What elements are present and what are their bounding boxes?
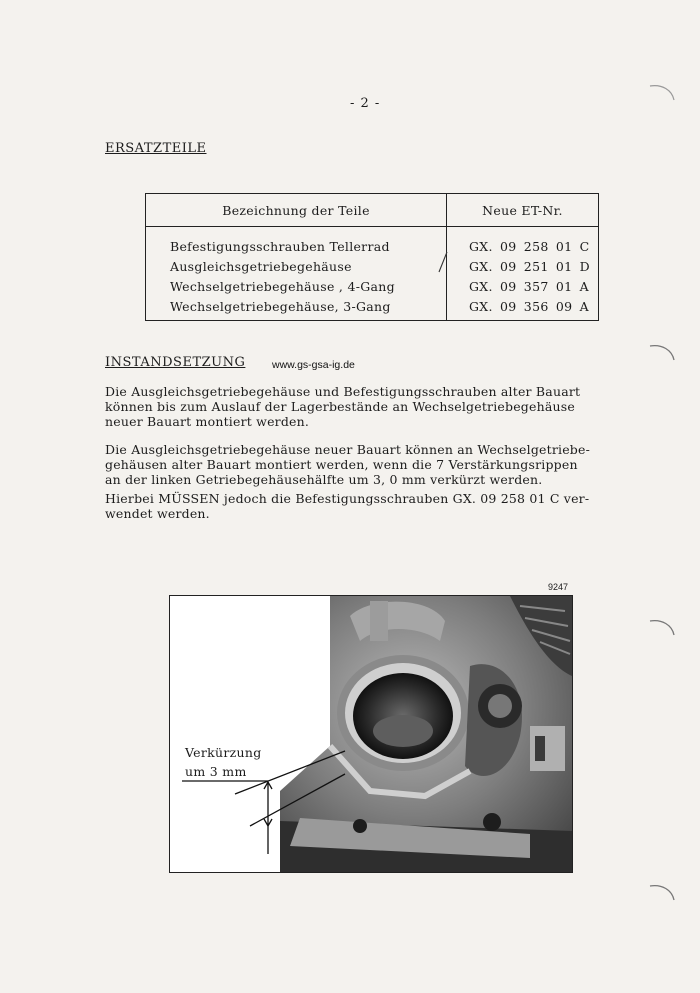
paragraph-line: neuer Bauart montiert werden. [105, 414, 310, 429]
paragraph-3 [105, 491, 635, 521]
ersatzteile-heading: ERSATZTEILE [105, 141, 207, 156]
punch-mark-icon [648, 82, 678, 104]
part-name: Befestigungsschrauben Tellerrad [146, 227, 447, 257]
paragraph-1 [105, 384, 635, 429]
paragraph-line: Die Ausgleichsgetriebegehäuse und Befestigungsschrauben alter Bauart [105, 384, 581, 399]
website-url: www.gs-gsa-ig.de [272, 359, 355, 371]
paragraph-2 [105, 442, 635, 487]
part-number: GX. 09 357 01 A [447, 276, 599, 296]
paragraph-line: wendet werden. [105, 506, 210, 521]
column-header-nr: Neue ET-Nr. [447, 194, 599, 227]
label-underline [180, 779, 270, 783]
part-number: GX. 09 251 01 D [447, 256, 599, 276]
parts-table [145, 193, 599, 321]
paragraph-line: gehäusen alter Bauart montiert werden, wenn die 7 Verstärkungsrippen [105, 457, 578, 472]
punch-mark-icon [648, 882, 678, 904]
page-number: - 2 - [350, 96, 381, 111]
part-number: GX. 09 258 01 C [447, 227, 599, 257]
table-row [146, 296, 599, 321]
figure-number: 9247 [548, 582, 569, 592]
column-header-name: Bezeichnung der Teile [146, 194, 447, 227]
paragraph-line: Hierbei MÜSSEN jedoch die Befestigungsschrauben GX. 09 258 01 C ver- [105, 491, 590, 506]
part-name: Wechselgetriebegehäuse , 4-Gang [146, 276, 447, 296]
part-number: GX. 09 356 09 A [447, 296, 599, 321]
table-header-row [146, 194, 599, 227]
figure-label-line2: um 3 mm [185, 764, 247, 779]
paragraph-line: an der linken Getriebegehäusehälfte um 3, 0 mm verkürzt werden. [105, 472, 543, 487]
pen-mark-icon [436, 250, 450, 274]
table-row [146, 276, 599, 296]
paragraph-line: Die Ausgleichsgetriebegehäuse neuer Bauart können an Wechselgetriebe- [105, 442, 591, 457]
part-name: Ausgleichsgetriebegehäuse [146, 256, 447, 276]
punch-mark-icon [648, 342, 678, 364]
instandsetzung-heading: INSTANDSETZUNG [105, 355, 246, 370]
part-name: Wechselgetriebegehäuse, 3-Gang [146, 296, 447, 321]
table-row [146, 256, 599, 276]
table-row [146, 227, 599, 257]
punch-mark-icon [648, 617, 678, 639]
figure-label-line1: Verkürzung [185, 745, 262, 760]
paragraph-line: können bis zum Auslauf der Lagerbestände an Wechselgetriebegehäuse [105, 399, 575, 414]
gearbox-photo [169, 595, 573, 873]
gearbox-casting-image [170, 596, 572, 872]
